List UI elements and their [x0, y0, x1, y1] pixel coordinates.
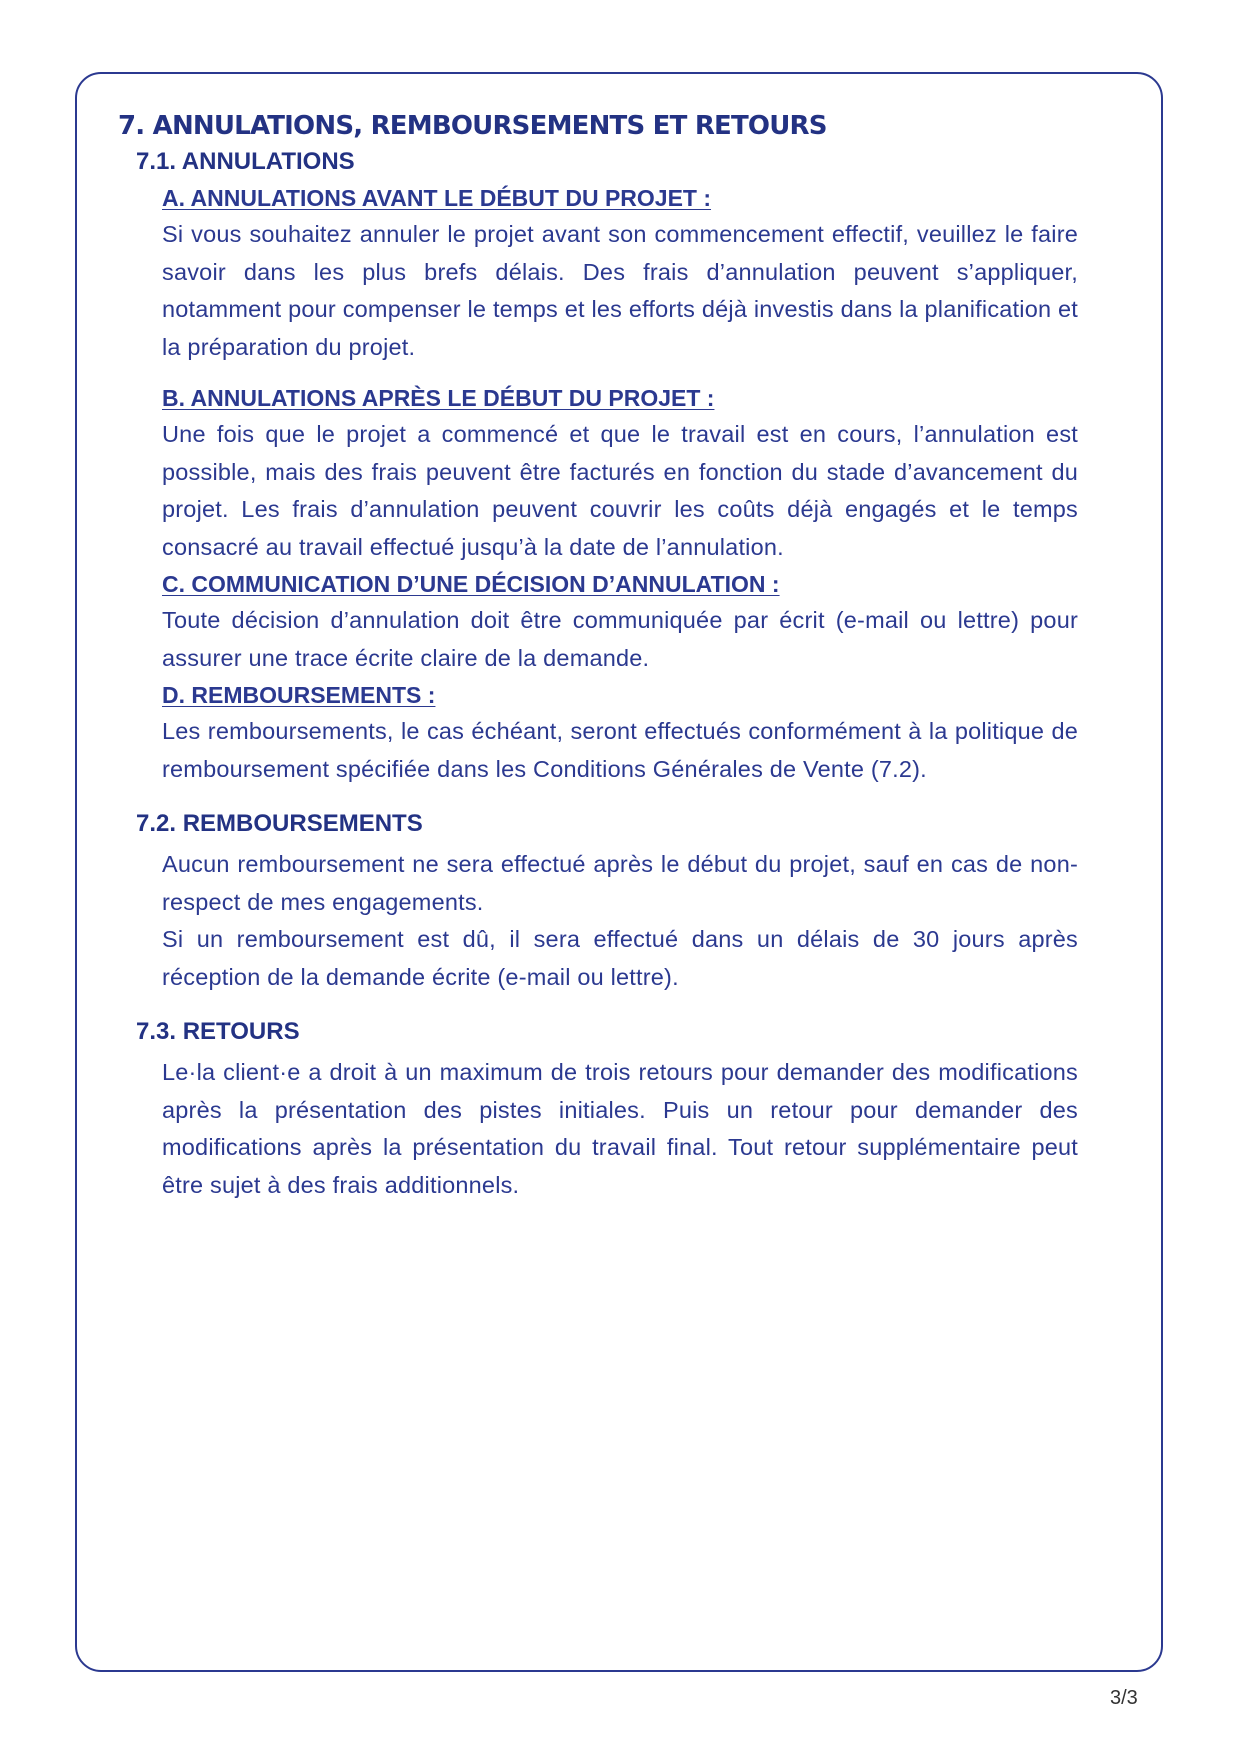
spacer: [118, 788, 1078, 806]
section-title-remboursements: 7.2. REMBOURSEMENTS: [136, 810, 423, 837]
document-body: [118, 108, 1078, 1204]
subsection-title-d: D. REMBOURSEMENTS :: [162, 682, 436, 708]
section-retours: [118, 1050, 1078, 1204]
subsection-text-a: Si vous souhaitez annuler le projet avant son commencement effectif, veuillez le faire savoir dans les plus brefs délais. Des frais d’annulation peuvent s’appliquer, notamment pour compenser le temps et les efforts déjà investis dans la planification et la préparation du projet.: [162, 221, 1078, 360]
retours-paragraph-1: Le·la client·e a droit à un maximum de trois retours pour demander des modifications après la présentation des pistes initiales. Puis un retour pour demander des modifications après la présentation du travail final. Tout retour supplémentaire peut être sujet à des frais additionnels.: [162, 1059, 1078, 1198]
section-title-retours: 7.3. RETOURS: [136, 1018, 300, 1045]
subsection-title-b: B. ANNULATIONS APRÈS LE DÉBUT DU PROJET :: [162, 385, 715, 411]
spacer: [162, 366, 1078, 380]
section-title-annulations: 7.1. ANNULATIONS: [136, 148, 355, 175]
subsection-title-c: C. COMMUNICATION D’UNE DÉCISION D’ANNULATION :: [162, 571, 780, 597]
section-annulations: [118, 180, 1078, 788]
subsection-text-c: Toute décision d’annulation doit être communiquée par écrit (e-mail ou lettre) pour assurer une trace écrite claire de la demande.: [162, 607, 1078, 671]
section-remboursements: [118, 842, 1078, 996]
remboursements-paragraph-2: Si un remboursement est dû, il sera effectué dans un délais de 30 jours après réception de la demande écrite (e-mail ou lettre).: [162, 926, 1078, 990]
subsection-text-b: Une fois que le projet a commencé et que le travail est en cours, l’annulation est possible, mais des frais peuvent être facturés en fonction du stade d’avancement du projet. Les frais d’annulation peuvent couvrir les coûts déjà engagés et le temps consacré au travail effectué jusqu’à la date de l’annulation.: [162, 421, 1078, 560]
main-title: 7. ANNULATIONS, REMBOURSEMENTS ET RETOURS: [118, 111, 827, 141]
subsection-text-d: Les remboursements, le cas échéant, seront effectués conformément à la politique de remboursement spécifiée dans les Conditions Générales de Vente (7.2).: [162, 718, 1078, 782]
subsection-title-a: A. ANNULATIONS AVANT LE DÉBUT DU PROJET :: [162, 185, 712, 211]
remboursements-paragraph-1: Aucun remboursement ne sera effectué après le début du projet, sauf en cas de non-respect de mes engagements.: [162, 851, 1078, 915]
page-number: 3/3: [1110, 1687, 1138, 1709]
spacer: [118, 996, 1078, 1014]
